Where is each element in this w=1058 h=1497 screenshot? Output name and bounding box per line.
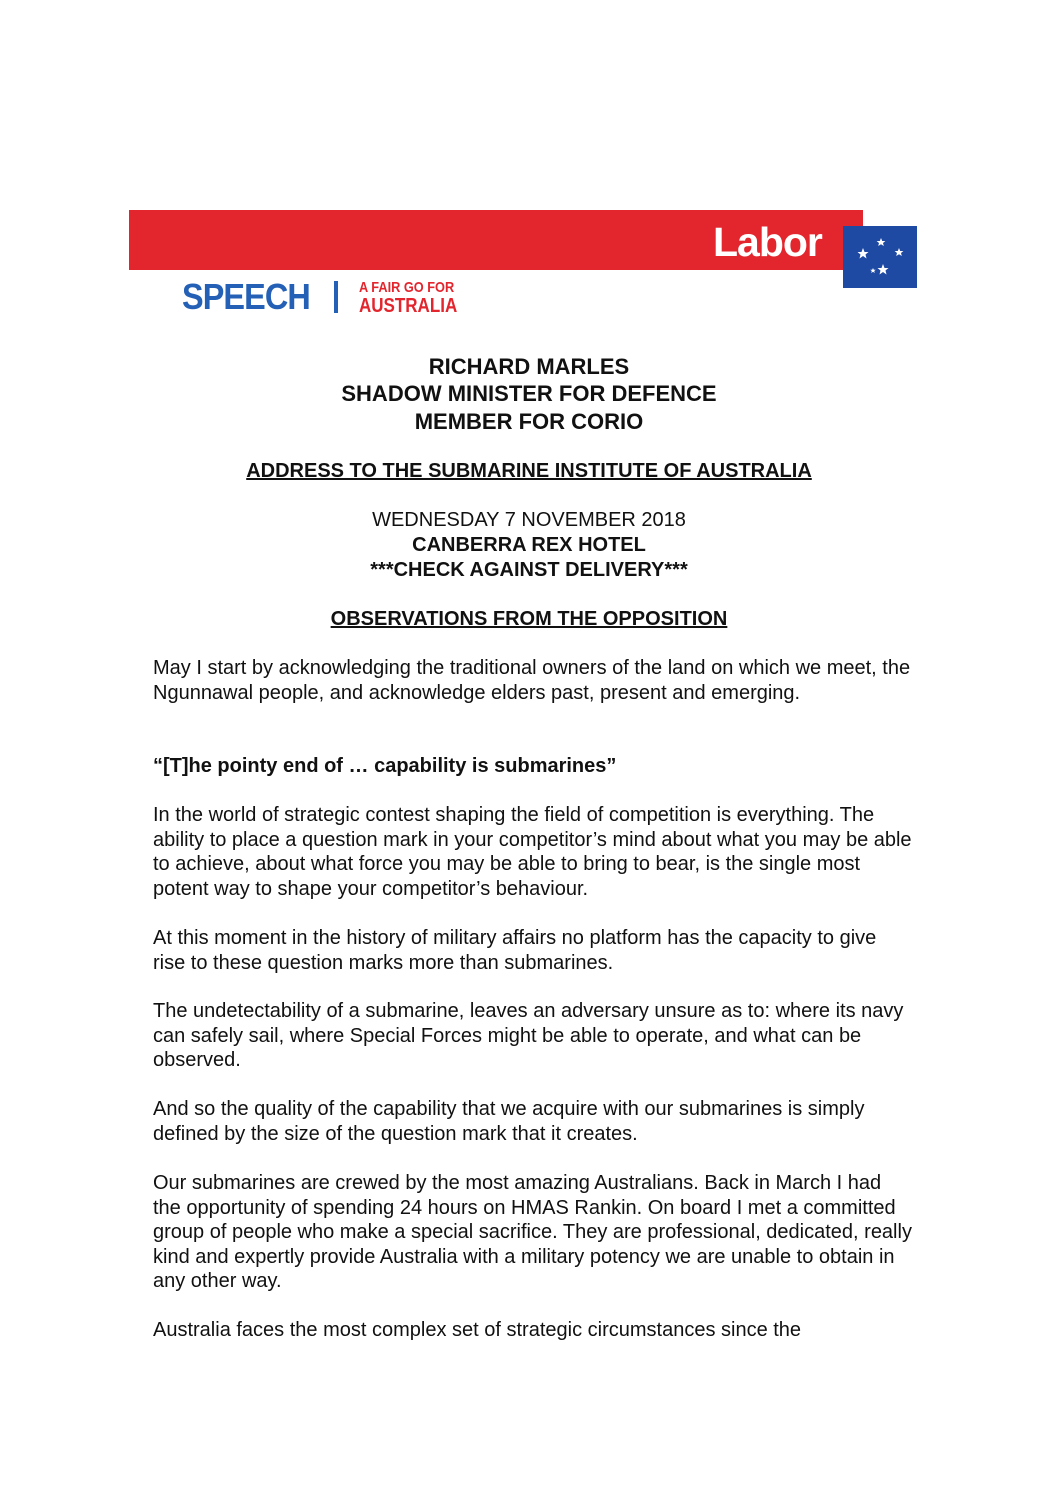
southern-cross-flag-icon bbox=[843, 226, 917, 288]
tagline-line-1: A FAIR GO FOR bbox=[359, 279, 455, 296]
paragraph-strategic-circumstances: Australia faces the most complex set of strategic circumstances since the bbox=[153, 1319, 802, 1341]
event-title: ADDRESS TO THE SUBMARINE INSTITUTE OF AUSTRALIA bbox=[246, 460, 812, 482]
paragraph-capability-quality: And so the quality of the capability that we acquire with our submarines is simply defined by the size of the question mark that it creates. bbox=[153, 1098, 865, 1145]
paragraph-crew: Our submarines are crewed by the most amazing Australians. Back in March I had the opportunity of spending 24 hours on HMAS Rankin. On board I met a committed group of people who make a special sacrifice. They are professional, dedicated, really kind and expertly provide Australia with a military potency we are unable to obtain in any other way. bbox=[153, 1172, 912, 1292]
delivery-notice: ***CHECK AGAINST DELIVERY*** bbox=[370, 559, 688, 581]
event-date: WEDNESDAY 7 NOVEMBER 2018 bbox=[372, 509, 686, 531]
paragraph-acknowledgement: May I start by acknowledging the traditional owners of the land on which we meet, the Ngunnawal people, and acknowledge elders past, present and emerging. bbox=[153, 657, 911, 704]
wordmark-divider bbox=[334, 281, 338, 313]
speaker-name: RICHARD MARLES bbox=[428, 354, 630, 379]
speaker-role: SHADOW MINISTER FOR DEFENCE bbox=[341, 381, 717, 406]
quote-heading: “[T]he pointy end of … capability is submarines” bbox=[153, 755, 617, 777]
section-title: OBSERVATIONS FROM THE OPPOSITION bbox=[330, 608, 728, 630]
paragraph-strategic-contest: In the world of strategic contest shaping the field of competition is everything. The ability to place a question mark in your competitor’s mind about what you may be able to achieve, about what force you may be able to bring to bear, is the single most potent way to shape your competitor’s behaviour. bbox=[153, 804, 912, 900]
labor-logo: Labor bbox=[713, 219, 822, 265]
event-venue: CANBERRA REX HOTEL bbox=[412, 534, 646, 556]
tagline-line-2: AUSTRALIA bbox=[359, 295, 458, 317]
paragraph-military-affairs: At this moment in the history of military affairs no platform has the capacity to give rise to these question marks more than submarines. bbox=[153, 927, 877, 974]
paragraph-undetectability: The undetectability of a submarine, leaves an adversary unsure as to: where its navy can safely sail, where Special Forces might be able to operate, and what can be observed. bbox=[153, 1000, 904, 1071]
speech-wordmark: SPEECH bbox=[182, 276, 310, 317]
speaker-electorate: MEMBER FOR CORIO bbox=[414, 409, 644, 434]
tagline bbox=[359, 280, 457, 316]
